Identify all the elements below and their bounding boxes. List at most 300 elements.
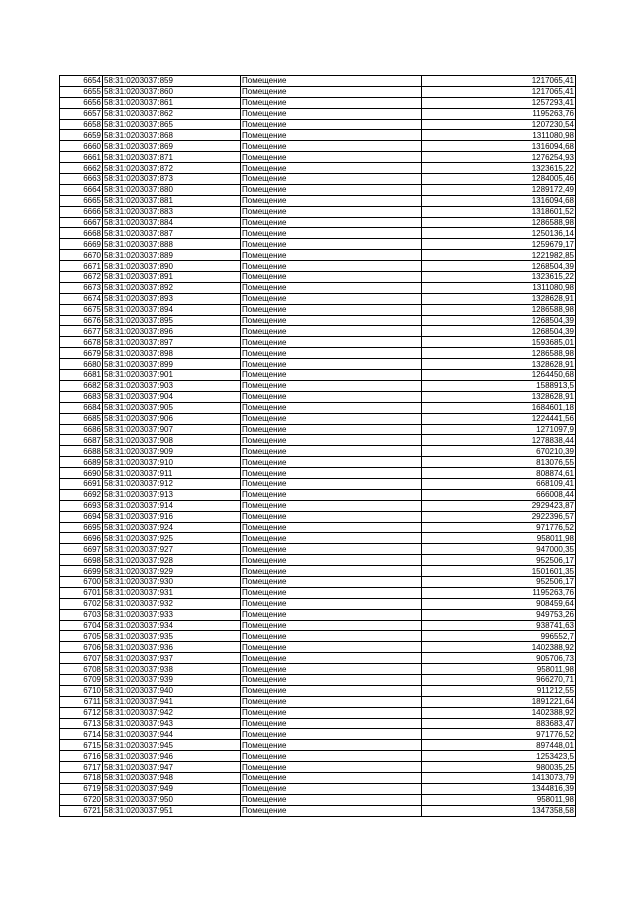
cadastral-value-cell: 2922396,57 (422, 511, 576, 522)
row-number-cell: 6687 (60, 435, 103, 446)
table-row (60, 478, 576, 489)
row-number-cell: 6708 (60, 664, 103, 675)
cadastral-number-cell: 58:31:0203037:927 (103, 544, 241, 555)
cadastral-number-cell: 58:31:0203037:873 (103, 174, 241, 185)
cadastral-number-cell: 58:31:0203037:944 (103, 729, 241, 740)
object-type-cell: Помещение (241, 478, 422, 489)
row-number-cell: 6713 (60, 718, 103, 729)
table-row (60, 446, 576, 457)
table-row (60, 239, 576, 250)
table-row (60, 587, 576, 598)
table-row (60, 282, 576, 293)
object-type-cell: Помещение (241, 555, 422, 566)
table-row (60, 555, 576, 566)
table-row (60, 566, 576, 577)
cadastral-value-cell: 1286588,98 (422, 217, 576, 228)
cadastral-number-cell: 58:31:0203037:891 (103, 272, 241, 283)
table-row (60, 718, 576, 729)
object-type-cell: Помещение (241, 217, 422, 228)
table-row (60, 620, 576, 631)
cadastral-value-cell: 1891221,64 (422, 696, 576, 707)
cadastral-number-cell: 58:31:0203037:893 (103, 293, 241, 304)
row-number-cell: 6693 (60, 500, 103, 511)
cadastral-number-cell: 58:31:0203037:904 (103, 391, 241, 402)
table-row (60, 228, 576, 239)
object-type-cell: Помещение (241, 272, 422, 283)
table-row (60, 293, 576, 304)
cadastral-value-cell: 971776,52 (422, 729, 576, 740)
row-number-cell: 6712 (60, 707, 103, 718)
cadastral-value-cell: 949753,26 (422, 609, 576, 620)
cadastral-value-cell: 1276254,93 (422, 152, 576, 163)
cadastral-value-cell: 666008,44 (422, 489, 576, 500)
row-number-cell: 6718 (60, 773, 103, 784)
object-type-cell: Помещение (241, 413, 422, 424)
cadastral-value-cell: 1328628,91 (422, 359, 576, 370)
row-number-cell: 6665 (60, 195, 103, 206)
table-row (60, 773, 576, 784)
cadastral-value-cell: 1684601,18 (422, 402, 576, 413)
object-type-cell: Помещение (241, 228, 422, 239)
row-number-cell: 6686 (60, 424, 103, 435)
cadastral-value-cell: 1284005,46 (422, 174, 576, 185)
table-row (60, 402, 576, 413)
row-number-cell: 6697 (60, 544, 103, 555)
table-row (60, 511, 576, 522)
row-number-cell: 6668 (60, 228, 103, 239)
cadastral-number-cell: 58:31:0203037:905 (103, 402, 241, 413)
object-type-cell: Помещение (241, 152, 422, 163)
table-row (60, 174, 576, 185)
table-row (60, 348, 576, 359)
row-number-cell: 6688 (60, 446, 103, 457)
cadastral-number-cell: 58:31:0203037:928 (103, 555, 241, 566)
object-type-cell: Помещение (241, 533, 422, 544)
object-type-cell: Помещение (241, 119, 422, 130)
cadastral-value-cell: 1318601,52 (422, 206, 576, 217)
object-type-cell: Помещение (241, 489, 422, 500)
cadastral-value-cell: 1268504,39 (422, 261, 576, 272)
row-number-cell: 6681 (60, 370, 103, 381)
row-number-cell: 6707 (60, 653, 103, 664)
object-type-cell: Помещение (241, 326, 422, 337)
table-row (60, 304, 576, 315)
cadastral-value-cell: 952506,17 (422, 576, 576, 587)
table-row (60, 500, 576, 511)
object-type-cell: Помещение (241, 783, 422, 794)
row-number-cell: 6694 (60, 511, 103, 522)
table-row (60, 783, 576, 794)
cadastral-number-cell: 58:31:0203037:903 (103, 380, 241, 391)
cadastral-number-cell: 58:31:0203037:859 (103, 76, 241, 87)
object-type-cell: Помещение (241, 348, 422, 359)
cadastral-number-cell: 58:31:0203037:901 (103, 370, 241, 381)
row-number-cell: 6684 (60, 402, 103, 413)
cadastral-value-cell: 1316094,68 (422, 195, 576, 206)
row-number-cell: 6682 (60, 380, 103, 391)
table-row (60, 729, 576, 740)
object-type-cell: Помещение (241, 97, 422, 108)
cadastral-value-cell: 905706,73 (422, 653, 576, 664)
object-type-cell: Помещение (241, 163, 422, 174)
cadastral-number-cell: 58:31:0203037:888 (103, 239, 241, 250)
row-number-cell: 6669 (60, 239, 103, 250)
object-type-cell: Помещение (241, 359, 422, 370)
table-row (60, 141, 576, 152)
cadastral-number-cell: 58:31:0203037:925 (103, 533, 241, 544)
table-row (60, 435, 576, 446)
cadastral-value-cell: 1593685,01 (422, 337, 576, 348)
table-row (60, 370, 576, 381)
table-row (60, 108, 576, 119)
cadastral-value-cell: 1286588,98 (422, 348, 576, 359)
object-type-cell: Помещение (241, 435, 422, 446)
object-type-cell: Помещение (241, 598, 422, 609)
table-row (60, 631, 576, 642)
table-row (60, 86, 576, 97)
cadastral-number-cell: 58:31:0203037:914 (103, 500, 241, 511)
cadastral-value-cell: 813076,55 (422, 457, 576, 468)
cadastral-value-cell: 897448,01 (422, 740, 576, 751)
table-row (60, 380, 576, 391)
table-row (60, 272, 576, 283)
row-number-cell: 6674 (60, 293, 103, 304)
cadastral-number-cell: 58:31:0203037:869 (103, 141, 241, 152)
cadastral-value-cell: 1250136,14 (422, 228, 576, 239)
cadastral-number-cell: 58:31:0203037:906 (103, 413, 241, 424)
cadastral-value-cell: 1289172,49 (422, 184, 576, 195)
object-type-cell: Помещение (241, 337, 422, 348)
object-type-cell: Помещение (241, 620, 422, 631)
row-number-cell: 6664 (60, 184, 103, 195)
row-number-cell: 6717 (60, 762, 103, 773)
cadastral-number-cell: 58:31:0203037:950 (103, 794, 241, 805)
cadastral-number-cell: 58:31:0203037:880 (103, 184, 241, 195)
row-number-cell: 6680 (60, 359, 103, 370)
row-number-cell: 6709 (60, 674, 103, 685)
cadastral-number-cell: 58:31:0203037:860 (103, 86, 241, 97)
object-type-cell: Помещение (241, 391, 422, 402)
object-type-cell: Помещение (241, 511, 422, 522)
cadastral-value-cell: 1413073,79 (422, 773, 576, 784)
table-row (60, 751, 576, 762)
cadastral-number-cell: 58:31:0203037:935 (103, 631, 241, 642)
cadastral-value-cell: 1402388,92 (422, 707, 576, 718)
object-type-cell: Помещение (241, 402, 422, 413)
table-row (60, 685, 576, 696)
cadastral-number-cell: 58:31:0203037:890 (103, 261, 241, 272)
object-type-cell: Помещение (241, 206, 422, 217)
table-row (60, 206, 576, 217)
table-row (60, 522, 576, 533)
cadastral-number-cell: 58:31:0203037:895 (103, 315, 241, 326)
row-number-cell: 6663 (60, 174, 103, 185)
table-row (60, 489, 576, 500)
row-number-cell: 6721 (60, 805, 103, 816)
cadastral-number-cell: 58:31:0203037:941 (103, 696, 241, 707)
table-row (60, 609, 576, 620)
object-type-cell: Помещение (241, 315, 422, 326)
cadastral-number-cell: 58:31:0203037:938 (103, 664, 241, 675)
table-row (60, 391, 576, 402)
cadastral-number-cell: 58:31:0203037:907 (103, 424, 241, 435)
table-row (60, 740, 576, 751)
cadastral-value-cell: 1264450,68 (422, 370, 576, 381)
row-number-cell: 6672 (60, 272, 103, 283)
cadastral-number-cell: 58:31:0203037:947 (103, 762, 241, 773)
row-number-cell: 6683 (60, 391, 103, 402)
table-row (60, 457, 576, 468)
cadastral-number-cell: 58:31:0203037:896 (103, 326, 241, 337)
cadastral-value-cell: 1323615,22 (422, 272, 576, 283)
row-number-cell: 6692 (60, 489, 103, 500)
table-row (60, 576, 576, 587)
row-number-cell: 6700 (60, 576, 103, 587)
cadastral-number-cell: 58:31:0203037:889 (103, 250, 241, 261)
object-type-cell: Помещение (241, 239, 422, 250)
cadastral-number-cell: 58:31:0203037:908 (103, 435, 241, 446)
row-number-cell: 6659 (60, 130, 103, 141)
cadastral-value-cell: 1257293,41 (422, 97, 576, 108)
row-number-cell: 6675 (60, 304, 103, 315)
table-row (60, 707, 576, 718)
object-type-cell: Помещение (241, 718, 422, 729)
table-row (60, 664, 576, 675)
table-row (60, 119, 576, 130)
cadastral-number-cell: 58:31:0203037:911 (103, 468, 241, 479)
cadastral-number-cell: 58:31:0203037:861 (103, 97, 241, 108)
cadastral-value-cell: 911212,55 (422, 685, 576, 696)
row-number-cell: 6714 (60, 729, 103, 740)
cadastral-value-cell: 971776,52 (422, 522, 576, 533)
cadastral-number-cell: 58:31:0203037:872 (103, 163, 241, 174)
cadastral-number-cell: 58:31:0203037:916 (103, 511, 241, 522)
table-row (60, 544, 576, 555)
cadastral-value-cell: 1328628,91 (422, 293, 576, 304)
cadastral-value-cell: 883683,47 (422, 718, 576, 729)
table-row (60, 195, 576, 206)
cadastral-number-cell: 58:31:0203037:910 (103, 457, 241, 468)
row-number-cell: 6654 (60, 76, 103, 87)
cadastral-value-cell: 2929423,87 (422, 500, 576, 511)
object-type-cell: Помещение (241, 195, 422, 206)
object-type-cell: Помещение (241, 609, 422, 620)
row-number-cell: 6658 (60, 119, 103, 130)
object-type-cell: Помещение (241, 544, 422, 555)
row-number-cell: 6676 (60, 315, 103, 326)
cadastral-value-cell: 1195263,76 (422, 587, 576, 598)
object-type-cell: Помещение (241, 762, 422, 773)
cadastral-value-cell: 1501601,35 (422, 566, 576, 577)
cadastral-value-cell: 1588913,5 (422, 380, 576, 391)
cadastral-number-cell: 58:31:0203037:884 (103, 217, 241, 228)
cadastral-number-cell: 58:31:0203037:934 (103, 620, 241, 631)
cadastral-value-cell: 1217065,41 (422, 76, 576, 87)
cadastral-number-cell: 58:31:0203037:913 (103, 489, 241, 500)
cadastral-value-cell: 1259679,17 (422, 239, 576, 250)
object-type-cell: Помещение (241, 282, 422, 293)
row-number-cell: 6719 (60, 783, 103, 794)
cadastral-value-cell: 1271097,9 (422, 424, 576, 435)
cadastral-number-cell: 58:31:0203037:894 (103, 304, 241, 315)
cadastral-number-cell: 58:31:0203037:892 (103, 282, 241, 293)
cadastral-value-cell: 1253423,5 (422, 751, 576, 762)
row-number-cell: 6657 (60, 108, 103, 119)
row-number-cell: 6690 (60, 468, 103, 479)
cadastral-number-cell: 58:31:0203037:883 (103, 206, 241, 217)
object-type-cell: Помещение (241, 729, 422, 740)
cadastral-number-cell: 58:31:0203037:930 (103, 576, 241, 587)
object-type-cell: Помещение (241, 696, 422, 707)
object-type-cell: Помещение (241, 424, 422, 435)
cadastral-number-cell: 58:31:0203037:949 (103, 783, 241, 794)
cadastral-value-cell: 1286588,98 (422, 304, 576, 315)
object-type-cell: Помещение (241, 141, 422, 152)
cadastral-value-cell: 1328628,91 (422, 391, 576, 402)
table-row (60, 598, 576, 609)
cadastral-value-cell: 996552,7 (422, 631, 576, 642)
object-type-cell: Помещение (241, 261, 422, 272)
table-row (60, 337, 576, 348)
cadastral-value-cell: 1221982,85 (422, 250, 576, 261)
cadastral-value-cell: 1316094,68 (422, 141, 576, 152)
cadastral-value-cell: 947000,35 (422, 544, 576, 555)
table-row (60, 653, 576, 664)
cadastral-number-cell: 58:31:0203037:899 (103, 359, 241, 370)
row-number-cell: 6678 (60, 337, 103, 348)
object-type-cell: Помещение (241, 576, 422, 587)
cadastral-number-cell: 58:31:0203037:932 (103, 598, 241, 609)
cadastral-value-cell: 1311080,98 (422, 130, 576, 141)
table-row (60, 533, 576, 544)
table-row (60, 315, 576, 326)
cadastral-value-cell: 1278838,44 (422, 435, 576, 446)
cadastral-value-table (59, 75, 576, 817)
object-type-cell: Помещение (241, 446, 422, 457)
object-type-cell: Помещение (241, 685, 422, 696)
cadastral-value-cell: 1323615,22 (422, 163, 576, 174)
table-row (60, 805, 576, 816)
cadastral-number-cell: 58:31:0203037:931 (103, 587, 241, 598)
object-type-cell: Помещение (241, 522, 422, 533)
cadastral-value-cell: 1195263,76 (422, 108, 576, 119)
table-row (60, 413, 576, 424)
row-number-cell: 6696 (60, 533, 103, 544)
object-type-cell: Помещение (241, 380, 422, 391)
cadastral-number-cell: 58:31:0203037:948 (103, 773, 241, 784)
row-number-cell: 6661 (60, 152, 103, 163)
table-row (60, 359, 576, 370)
cadastral-value-cell: 958011,98 (422, 664, 576, 675)
cadastral-value-cell: 958011,98 (422, 794, 576, 805)
cadastral-number-cell: 58:31:0203037:924 (103, 522, 241, 533)
object-type-cell: Помещение (241, 664, 422, 675)
cadastral-number-cell: 58:31:0203037:933 (103, 609, 241, 620)
row-number-cell: 6716 (60, 751, 103, 762)
table-row (60, 152, 576, 163)
row-number-cell: 6703 (60, 609, 103, 620)
row-number-cell: 6710 (60, 685, 103, 696)
row-number-cell: 6720 (60, 794, 103, 805)
table-row (60, 468, 576, 479)
cadastral-number-cell: 58:31:0203037:937 (103, 653, 241, 664)
object-type-cell: Помещение (241, 740, 422, 751)
object-type-cell: Помещение (241, 370, 422, 381)
table-row (60, 97, 576, 108)
cadastral-number-cell: 58:31:0203037:939 (103, 674, 241, 685)
cadastral-number-cell: 58:31:0203037:865 (103, 119, 241, 130)
object-type-cell: Помещение (241, 751, 422, 762)
row-number-cell: 6704 (60, 620, 103, 631)
row-number-cell: 6715 (60, 740, 103, 751)
cadastral-number-cell: 58:31:0203037:936 (103, 642, 241, 653)
object-type-cell: Помещение (241, 108, 422, 119)
row-number-cell: 6660 (60, 141, 103, 152)
cadastral-number-cell: 58:31:0203037:946 (103, 751, 241, 762)
row-number-cell: 6666 (60, 206, 103, 217)
object-type-cell: Помещение (241, 304, 422, 315)
row-number-cell: 6677 (60, 326, 103, 337)
cadastral-value-cell: 1268504,39 (422, 326, 576, 337)
object-type-cell: Помещение (241, 794, 422, 805)
cadastral-value-cell: 1217065,41 (422, 86, 576, 97)
cadastral-number-cell: 58:31:0203037:887 (103, 228, 241, 239)
object-type-cell: Помещение (241, 500, 422, 511)
cadastral-value-cell: 938741,63 (422, 620, 576, 631)
object-type-cell: Помещение (241, 631, 422, 642)
table-row (60, 163, 576, 174)
table-row (60, 696, 576, 707)
cadastral-number-cell: 58:31:0203037:912 (103, 478, 241, 489)
object-type-cell: Помещение (241, 174, 422, 185)
object-type-cell: Помещение (241, 76, 422, 87)
cadastral-number-cell: 58:31:0203037:909 (103, 446, 241, 457)
row-number-cell: 6702 (60, 598, 103, 609)
table-row (60, 794, 576, 805)
cadastral-value-cell: 980035,25 (422, 762, 576, 773)
cadastral-value-cell: 1268504,39 (422, 315, 576, 326)
cadastral-number-cell: 58:31:0203037:871 (103, 152, 241, 163)
cadastral-value-cell: 1402388,92 (422, 642, 576, 653)
table-row (60, 674, 576, 685)
row-number-cell: 6662 (60, 163, 103, 174)
row-number-cell: 6699 (60, 566, 103, 577)
table-row (60, 217, 576, 228)
object-type-cell: Помещение (241, 587, 422, 598)
object-type-cell: Помещение (241, 468, 422, 479)
cadastral-value-cell: 1311080,98 (422, 282, 576, 293)
object-type-cell: Помещение (241, 653, 422, 664)
row-number-cell: 6706 (60, 642, 103, 653)
cadastral-number-cell: 58:31:0203037:898 (103, 348, 241, 359)
cadastral-number-cell: 58:31:0203037:868 (103, 130, 241, 141)
cadastral-number-cell: 58:31:0203037:943 (103, 718, 241, 729)
object-type-cell: Помещение (241, 250, 422, 261)
cadastral-number-cell: 58:31:0203037:929 (103, 566, 241, 577)
row-number-cell: 6656 (60, 97, 103, 108)
object-type-cell: Помещение (241, 674, 422, 685)
object-type-cell: Помещение (241, 707, 422, 718)
row-number-cell: 6655 (60, 86, 103, 97)
table-row (60, 261, 576, 272)
object-type-cell: Помещение (241, 566, 422, 577)
row-number-cell: 6691 (60, 478, 103, 489)
cadastral-value-cell: 808874,61 (422, 468, 576, 479)
table-row (60, 762, 576, 773)
row-number-cell: 6685 (60, 413, 103, 424)
object-type-cell: Помещение (241, 457, 422, 468)
object-type-cell: Помещение (241, 805, 422, 816)
